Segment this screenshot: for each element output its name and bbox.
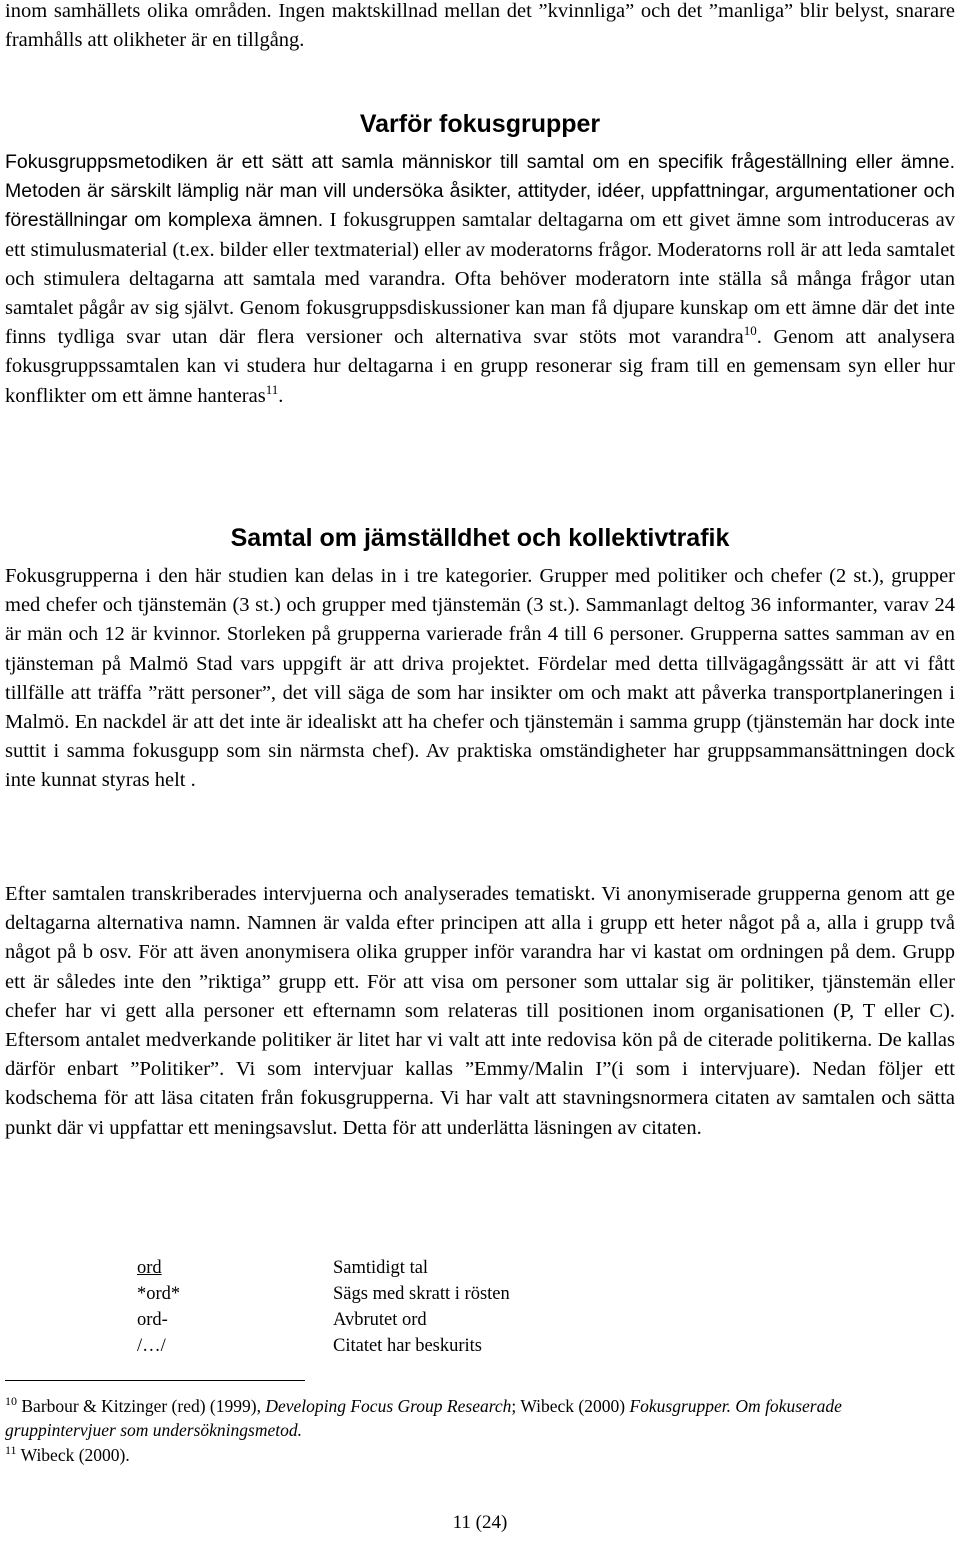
legend-symbol: *ord* [137,1284,181,1304]
legend-symbol: /…/ [137,1336,166,1356]
footnote-title: Developing Focus Group Research [265,1396,512,1416]
paragraph-text: I fokusgruppen samtalar deltagarna om ett givet ämne som introduceras av ett stimulusmaterial (t.ex. bilder eller textmaterial) eller av moderatorns frågor. Moderatorns roll är att leda samtalet och stimulera deltagarna att samtala med varandra. Ofta behöver moderatorn inte ställa så många frågor utan samtalet pågår av sig självt. Genom fokusgruppsdiskussioner kan man få djupare kunskap om ett ämne där det inte finns tydliga svar utan där flera versioner och alternativa svar stöts mot varandra [5,209,955,349]
paragraph-text: . [278,384,284,407]
legend-symbol: ord [137,1258,162,1278]
legend-meaning: Samtidigt tal [333,1258,429,1278]
footnote-text: ; Wibeck (2000) [511,1396,630,1416]
footnote-text: Barbour & Kitzinger (red) (1999), [17,1396,266,1416]
footnote-text: Wibeck (2000). [16,1445,130,1465]
paragraph-samtal: Fokusgrupperna i den här studien kan delas in i tre kategorier. Grupper med politiker och chefer (2 st.), grupper med chefer och tjänstemän (3 st.) och grupper med tjänstemän (3 st.). Sammanlagt deltog 36 informanter, varav 24 är män och 12 är kvinnor. Storleken på grupperna varierade från 4 till 6 personer. Grupperna sattes samman av en tjänsteman på Malmö Stad vars uppgift är att driva projektet. Fördelar med detta tillvägagångssätt är att vi fått tillfälle att träffa ”rätt personer”, det vill säga de som har insikter om och makt att påverka transportplaneringen i Malmö. En nackdel är att det inte är idealiskt att ha chefer och tjänstemän i samma grupp (tjänstemän har dock inte suttit i samma fokusgupp som sin närmsta chef). Av praktiska omständigheter har gruppsammansättningen dock inte kunnat styras helt . [5,565,955,792]
paragraph-text: . Genom att analysera fokusgruppssamtalen kan vi studera hur deltagarna i en grupp resonerar sig fram till en gemensam syn eller hur konflikter om ett ämne hanteras [5,326,956,407]
paragraph-fokusgrupper [5,148,955,411]
section-heading-fokusgrupper: Varför fokusgrupper [359,110,601,138]
paragraph-text: inom samhällets olika områden. Ingen maktskillnad mellan det ”kvinnliga” och det ”manliga” blir belyst, snarare framhålls att olikheter är en tillgång. [5,0,955,52]
legend-meaning: Sägs med skratt i rösten [333,1284,510,1304]
page-number: 11 (24) [452,1512,508,1533]
paragraph-intro-continuation [5,0,955,55]
paragraph-text-sans: Fokusgruppsmetodiken är ett sätt att samla människor till samtal om en specifik frågeställning eller ämne. Metoden är särskilt lämplig när man vill undersöka åsikter, attityder, idéer, uppfattningar, argumentationer och föreställningar om komplexa ämnen. [5,151,955,232]
footnote-11 [5,1443,945,1467]
footnote-number: 11 [5,1443,17,1457]
legend-meaning: Citatet har beskurits [333,1336,482,1356]
paragraph-transkribering: Efter samtalen transkriberades intervjuerna och analyserades tematiskt. Vi anonymiserade grupperna genom att ge deltagarna alternativa namn. Namnen är valda efter principen att alla i grupp ett heter något på a, alla i grupp två något på b osv. För att även anonymisera olika grupper inför varandra har vi kastat om ordningen på dem. Grupp ett är således inte den ”riktiga” grupp ett. För att visa om personer som uttalar sig är politiker, tjänstemän eller chefer har vi gett alla personer ett efternamn som relateras till positionen inom organisationen (P, T eller C). Eftersom antalet medverkande politiker är litet har vi valt att inte redovisa kön på de citerade politikerna. De kallas därför enbart ”Politiker”. Vi som intervjuar kallas ”Emmy/Malin I”(i som i intervjuare). Nedan följer ett kodschema för att läsa citaten från fokusgrupperna. Vi har valt att stavningsnormera citaten av samtalen och sätta punkt där vi uppfattar ett meningsavslut. Detta för att underlätta läsningen av citaten. [5,883,955,1139]
footnote-number: 10 [5,1394,17,1408]
legend-symbol: ord- [137,1310,168,1330]
section-heading-samtal: Samtal om jämställdhet och kollektivtrafik [230,524,730,552]
footnote-ref-10[interactable]: 10 [743,323,757,339]
footnote-separator [5,1380,305,1381]
footnote-title: Fokusgrupper. Om fokuserade gruppintervjuer som undersökningsmetod. [5,1396,842,1440]
footnote-ref-11[interactable]: 11 [265,381,279,397]
footnote-10 [5,1394,945,1442]
legend-meaning: Avbrutet ord [333,1310,427,1330]
